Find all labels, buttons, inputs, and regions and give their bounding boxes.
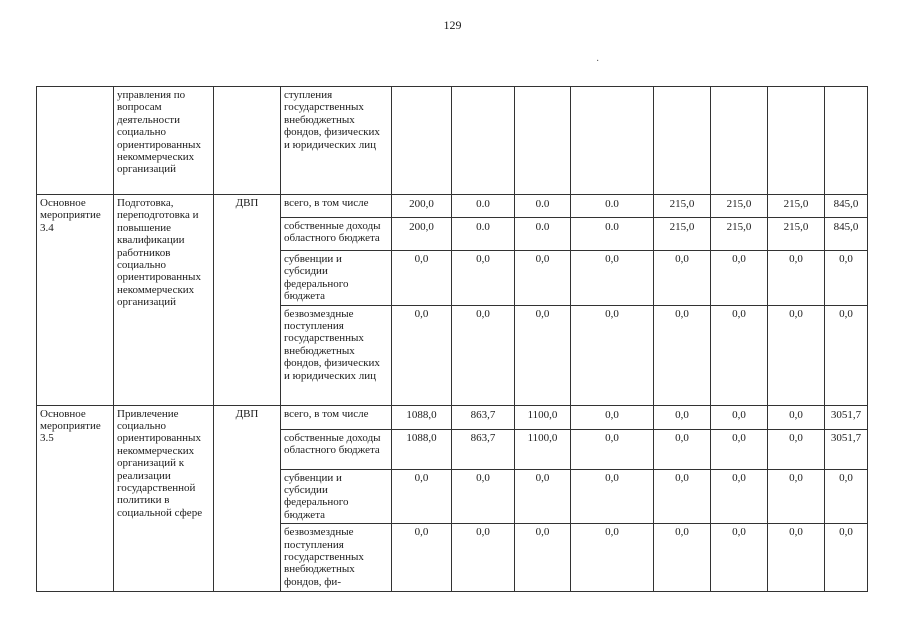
value-cell: 215,0	[768, 218, 825, 251]
value-cell: 0,0	[768, 405, 825, 429]
value-cell: 3051,7	[825, 405, 868, 429]
value-cell: 0,0	[571, 524, 654, 592]
measure-code: Основное мероприятие 3.4	[37, 195, 114, 406]
value-cell: 0.0	[571, 195, 654, 218]
measure-executor: ДВП	[214, 195, 281, 406]
value-cell: 0.0	[515, 218, 571, 251]
continuation-row	[37, 87, 868, 195]
value-cell: 0.0	[571, 218, 654, 251]
value-cell: 200,0	[392, 195, 452, 218]
funding-source: субвенции и субсидии федерального бюджета	[281, 469, 392, 524]
value-cell: 0,0	[711, 524, 768, 592]
value-cell: 0,0	[825, 305, 868, 405]
page-number: 129	[443, 18, 462, 32]
value-cell: 0,0	[711, 469, 768, 524]
value-cell	[711, 87, 768, 195]
value-cell: 0,0	[654, 469, 711, 524]
measure-code: Основное мероприятие 3.5	[37, 405, 114, 592]
value-cell: 0.0	[452, 195, 515, 218]
value-cell: 0.0	[452, 218, 515, 251]
stray-mark: ·	[596, 56, 600, 67]
value-cell: 845,0	[825, 218, 868, 251]
continuation-source: ступления государственных внебюджетных фондов, физических и юридических лиц	[281, 87, 392, 195]
value-cell: 0,0	[515, 524, 571, 592]
measure-description: Подготовка, переподготовка и повышение квалификации работников социально ориентированных некоммерческих организаций	[114, 195, 214, 406]
value-cell	[452, 87, 515, 195]
funding-source: всего, в том числе	[281, 405, 392, 429]
value-cell: 0,0	[452, 305, 515, 405]
value-cell	[571, 87, 654, 195]
value-cell: 0,0	[452, 524, 515, 592]
table-row	[37, 195, 868, 218]
value-cell: 0,0	[392, 305, 452, 405]
value-cell: 0,0	[768, 469, 825, 524]
value-cell: 3051,7	[825, 429, 868, 469]
value-cell: 1088,0	[392, 405, 452, 429]
value-cell: 0,0	[768, 429, 825, 469]
value-cell: 0,0	[768, 305, 825, 405]
value-cell: 0,0	[825, 469, 868, 524]
measure-description: Привлечение социально ориентированных некоммерческих организаций к реализации государственной политики в социальной сфере	[114, 405, 214, 592]
value-cell: 215,0	[768, 195, 825, 218]
funding-source: собственные доходы областного бюджета	[281, 429, 392, 469]
value-cell	[515, 87, 571, 195]
value-cell: 0,0	[515, 305, 571, 405]
table-row	[37, 405, 868, 429]
value-cell: 1088,0	[392, 429, 452, 469]
value-cell	[825, 87, 868, 195]
value-cell: 0,0	[711, 405, 768, 429]
value-cell: 0,0	[515, 251, 571, 306]
value-cell: 0,0	[654, 524, 711, 592]
value-cell	[768, 87, 825, 195]
measure-executor: ДВП	[214, 405, 281, 592]
value-cell: 0,0	[571, 405, 654, 429]
value-cell: 845,0	[825, 195, 868, 218]
value-cell	[392, 87, 452, 195]
funding-source: собственные доходы областного бюджета	[281, 218, 392, 251]
funding-source: всего, в том числе	[281, 195, 392, 218]
value-cell: 0,0	[825, 251, 868, 306]
value-cell: 0,0	[571, 429, 654, 469]
continuation-executor-cell	[214, 87, 281, 195]
value-cell: 0,0	[768, 524, 825, 592]
funding-source: безвозмездные поступления государственных внебюджетных фондов, физических и юридических лиц	[281, 305, 392, 405]
funding-source: безвозмездные поступления государственных внебюджетных фондов, фи-	[281, 524, 392, 592]
value-cell: 0,0	[515, 469, 571, 524]
value-cell: 0,0	[654, 405, 711, 429]
value-cell: 1100,0	[515, 429, 571, 469]
value-cell: 0,0	[452, 469, 515, 524]
value-cell: 0,0	[711, 429, 768, 469]
value-cell: 0,0	[825, 524, 868, 592]
value-cell: 0,0	[711, 251, 768, 306]
value-cell: 0,0	[654, 305, 711, 405]
value-cell: 0,0	[392, 524, 452, 592]
value-cell: 0,0	[571, 305, 654, 405]
value-cell: 0,0	[392, 469, 452, 524]
value-cell: 0,0	[654, 251, 711, 306]
budget-table	[36, 86, 868, 592]
value-cell: 215,0	[711, 218, 768, 251]
value-cell: 0,0	[571, 469, 654, 524]
value-cell: 0,0	[654, 429, 711, 469]
value-cell: 0,0	[711, 305, 768, 405]
value-cell: 863,7	[452, 429, 515, 469]
value-cell: 863,7	[452, 405, 515, 429]
value-cell: 0,0	[768, 251, 825, 306]
value-cell: 200,0	[392, 218, 452, 251]
value-cell: 215,0	[654, 195, 711, 218]
value-cell: 0.0	[515, 195, 571, 218]
value-cell: 0,0	[571, 251, 654, 306]
value-cell: 215,0	[654, 218, 711, 251]
value-cell: 1100,0	[515, 405, 571, 429]
value-cell	[654, 87, 711, 195]
value-cell: 215,0	[711, 195, 768, 218]
continuation-code-cell	[37, 87, 114, 195]
value-cell: 0,0	[392, 251, 452, 306]
continuation-description: управления по вопросам деятельности социально ориентированных некоммерческих организаций	[114, 87, 214, 195]
funding-source: субвенции и субсидии федерального бюджета	[281, 251, 392, 306]
value-cell: 0,0	[452, 251, 515, 306]
